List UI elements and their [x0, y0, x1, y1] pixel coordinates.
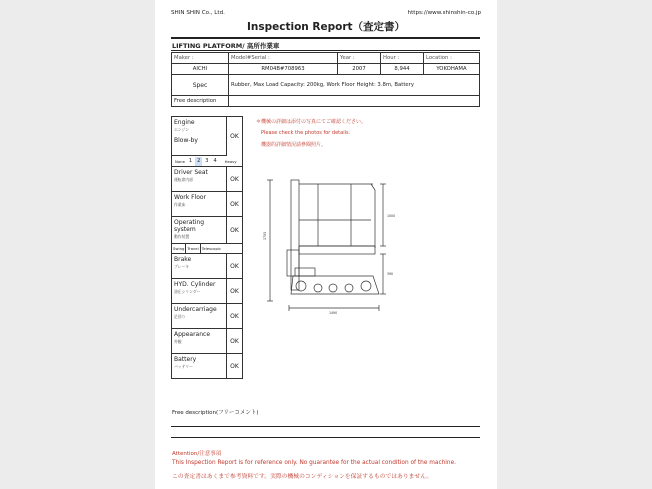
battery-label-jp: バッテリー	[174, 364, 193, 369]
location-value: YOKOHAMA	[424, 64, 480, 75]
spec-value: Rubber, Max Load Capacity: 200kg, Work Floor Height: 3.8m, Battery	[229, 75, 480, 96]
blowby-3: 3	[205, 158, 209, 164]
machine-info-table	[171, 52, 480, 107]
brake-status: OK	[230, 262, 239, 270]
free-desc-line-2	[171, 437, 480, 438]
battery-label: Battery	[174, 356, 197, 363]
maker-label: Maker :	[172, 53, 229, 64]
photo-note-jp: ＊機械の詳細は添付の写真にてご確認ください。	[256, 119, 367, 125]
blowby-label: Blow-by	[174, 137, 198, 144]
engine-row	[172, 117, 242, 167]
company-url[interactable]: https://www.shinshin-co.jp	[407, 10, 481, 16]
free-description-value	[229, 96, 480, 107]
dim-width: 1490	[329, 311, 338, 315]
operating-system-label-jp: 動作装置	[174, 234, 190, 239]
attention-text-jp: この査定書はあくまで参考資料です。実際の機械のコンディションを保証するものではありません。	[172, 474, 433, 480]
lifting-platform-drawing	[263, 176, 403, 316]
hyd-cylinder-status: OK	[230, 287, 239, 295]
hyd-cylinder-row	[172, 279, 242, 304]
report-title: Inspection Report（査定書）	[246, 21, 406, 33]
hyd-cylinder-label-jp: 油圧シリンダー	[174, 289, 201, 294]
brake-label: Brake	[174, 256, 192, 263]
model-value: RM04B#708963	[229, 64, 338, 75]
category-label: LIFTING PLATFORM/ 高所作業車	[172, 42, 280, 50]
inspection-checklist	[171, 116, 243, 379]
operating-system-row	[172, 217, 242, 254]
model-label: Model#Serial :	[229, 53, 338, 64]
blowby-heavy: Heavy	[224, 158, 237, 164]
free-desc-line-1	[171, 426, 480, 427]
free-description-footer-label: Free description(フリーコメント)	[172, 410, 259, 416]
appearance-label: Appearance	[174, 331, 211, 338]
appearance-row	[172, 329, 242, 354]
driver-seat-label: Driver Seat	[174, 169, 208, 176]
hour-value: 8,944	[381, 64, 424, 75]
location-label: Location :	[424, 53, 480, 64]
photo-note-en: Please check the photos for details.	[261, 130, 351, 136]
blowby-1: 1	[188, 158, 193, 164]
hour-label: Hour :	[381, 53, 424, 64]
year-label: Year :	[338, 53, 381, 64]
dim-guard: 1000	[387, 214, 396, 218]
operating-system-label: Operating system	[174, 219, 204, 233]
attention-title: Attention/注意事項	[172, 451, 222, 457]
spec-label: Spec	[172, 75, 229, 96]
opsys-travel: Travel	[187, 246, 199, 251]
company-name: SHIN SHIN Co., Ltd.	[171, 10, 225, 16]
battery-row	[172, 354, 242, 378]
undercarriage-label-jp: 足回り	[174, 314, 186, 319]
operating-system-status: OK	[230, 226, 239, 234]
maker-value: AICHI	[172, 64, 229, 75]
dim-height: 1705	[263, 231, 267, 240]
operating-system-subitems	[172, 243, 242, 253]
battery-status: OK	[230, 362, 239, 370]
attention-text-en: This Inspection Report is for reference only. No guarantee for the actual condition of the machine.	[172, 460, 456, 466]
appearance-label-jp: 外観	[174, 339, 182, 344]
blowby-4: 4	[213, 158, 217, 164]
year-value: 2007	[338, 64, 381, 75]
engine-status: OK	[230, 133, 239, 140]
title-divider	[171, 37, 480, 39]
blowby-none: None	[175, 158, 185, 164]
work-floor-label: Work Floor	[174, 194, 207, 201]
opsys-swing: Swing	[173, 246, 185, 251]
opsys-telescopic: Telescopic	[201, 246, 222, 251]
inspection-report-page	[155, 0, 497, 489]
driver-seat-row	[172, 167, 242, 192]
dim-lower: 390	[387, 272, 394, 276]
brake-label-jp: ブレーキ	[174, 264, 190, 269]
driver-seat-status: OK	[230, 175, 239, 183]
appearance-status: OK	[230, 337, 239, 345]
brake-row	[172, 254, 242, 279]
driver-seat-label-jp: 運転席内部	[174, 177, 193, 182]
undercarriage-label: Undercarriage	[174, 306, 217, 313]
work-floor-row	[172, 192, 242, 217]
blowby-2-selected: 2	[197, 158, 201, 164]
undercarriage-status: OK	[230, 312, 239, 320]
engine-label: Engine	[174, 119, 195, 126]
undercarriage-row	[172, 304, 242, 329]
hyd-cylinder-label: HYD. Cylinder	[174, 281, 216, 288]
engine-label-jp: エンジン	[174, 127, 189, 132]
work-floor-label-jp: 作業床	[174, 202, 186, 207]
category-divider	[171, 50, 480, 51]
free-description-label: Free description	[172, 96, 229, 107]
photo-note-zh: 機器的詳細情況請參閱照片。	[261, 142, 327, 148]
work-floor-status: OK	[230, 200, 239, 208]
blowby-scale	[172, 156, 242, 166]
